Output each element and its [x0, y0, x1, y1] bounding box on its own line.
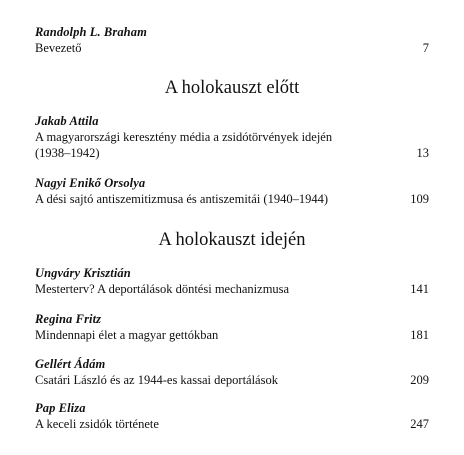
toc-entry-pap: [35, 400, 429, 432]
entry-page-number: 109: [410, 192, 429, 206]
toc-entry-intro: [35, 24, 429, 56]
toc-entry-fritz: [35, 311, 429, 343]
section-heading-before: A holokauszt előtt: [164, 78, 300, 98]
entry-row: [35, 191, 429, 207]
entry-row: [35, 372, 429, 388]
entry-title-line2: (1938–1942): [35, 146, 100, 160]
entry-row: [35, 416, 429, 432]
entry-title: Mesterterv? A deportálások döntési mechanizmusa: [35, 282, 290, 296]
entry-page-number: 181: [410, 328, 429, 342]
entry-author: Gellért Ádám: [35, 357, 106, 371]
toc-entry-ungvary: [35, 265, 429, 297]
entry-row: [35, 129, 429, 161]
entry-title-line1: A magyarországi keresztény média a zsidótörvények idején: [35, 130, 333, 144]
entry-author: Nagyi Enikő Orsolya: [35, 176, 146, 190]
entry-title: Mindennapi élet a magyar gettókban: [35, 328, 219, 342]
entry-title: A dési sajtó antiszemitizmusa és antiszemitái (1940–1944): [35, 192, 328, 206]
entry-row: [35, 281, 429, 297]
entry-title: Csatári László és az 1944-es kassai deportálások: [35, 373, 278, 387]
entry-author: Ungváry Krisztián: [35, 266, 131, 280]
entry-author: Regina Fritz: [35, 312, 102, 326]
entry-author: Pap Eliza: [35, 401, 86, 415]
entry-page-number: 209: [410, 373, 429, 387]
entry-author: Jakab Attila: [35, 114, 99, 128]
entry-page-number: 7: [422, 41, 429, 55]
entry-title: A keceli zsidók története: [35, 417, 159, 431]
entry-page-number: 13: [416, 146, 429, 160]
entry-row: [35, 40, 429, 56]
entry-title: Bevezető: [35, 41, 82, 55]
entry-page-number: 247: [410, 417, 429, 431]
toc-entry-gellert: [35, 356, 429, 388]
entry-page-number: 141: [410, 282, 429, 296]
toc-entry-jakab: [35, 113, 429, 161]
section-heading-during: A holokauszt idején: [158, 230, 306, 250]
entry-author: Randolph L. Braham: [35, 25, 147, 39]
toc-entry-nagyi: [35, 175, 429, 207]
entry-row: [35, 327, 429, 343]
